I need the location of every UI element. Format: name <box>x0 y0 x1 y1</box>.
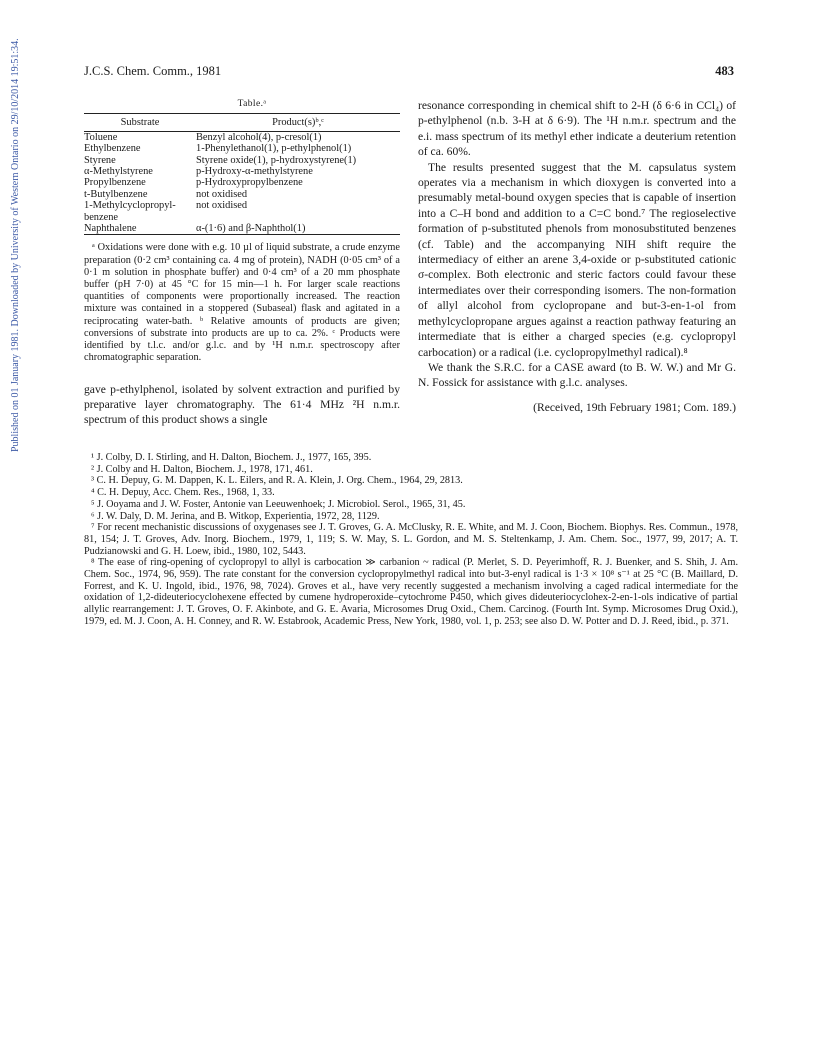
reference-item: ⁶ J. W. Daly, D. M. Jerina, and B. Witkop, Experientia, 1972, 28, 1129. <box>91 510 380 522</box>
substrate-cell: α-Methylstyrene <box>84 166 153 178</box>
body-paragraph-left: gave p-ethylphenol, isolated by solvent extraction and purified by preparative layer chromatography. The 61·4 MHz ²H n.m.r. spectrum of this product shows a single <box>84 382 400 427</box>
substrate-cell: Ethylbenzene <box>84 143 141 155</box>
product-cell: Benzyl alcohol(4), p-cresol(1) <box>196 131 322 143</box>
column-header-substrate: Substrate <box>84 114 196 131</box>
table-row <box>84 166 400 177</box>
body-paragraph: The results presented suggest that the M. capsulatus system operates via a mechanism in which dioxygen is converted into a presumably metal-bound oxygen species that is capable of insertion into a C–H bond and addition to a C=C bond.⁷ The regioselective formation of p-substituted phenols from monosubstituted benzenes (cf. Table) and the accompanying NIH shift require the intermediacy of either an arene 3,4-oxide or p-substituted cationic σ-complex. Both electronic and steric factors could favour these intermediates over their corresponding isomers. The non-formation of allyl alcohol from cyclopropane and but-3-en-1-ol from methylcyclopropane argues against a reaction pathway featuring an intermediate that is either a charged species (e.g. cyclopropyl carbocation) or a radical (i.e. cyclopropylmethyl radical).⁸ <box>418 160 736 359</box>
product-cell: α-(1·6) and β-Naphthol(1) <box>196 223 306 235</box>
results-table <box>84 113 400 235</box>
table-header-row <box>84 114 400 131</box>
product-cell: not oxidised <box>196 188 248 200</box>
product-cell: not oxidised <box>196 200 248 212</box>
table-title: Table.ᵃ <box>237 99 267 109</box>
substrate-cell: Naphthalene <box>84 223 137 235</box>
reference-item: ³ C. H. Depuy, G. M. Dappen, K. L. Eilers, and R. A. Klein, J. Org. Chem., 1964, 29, 2813. <box>91 475 463 487</box>
table-row <box>84 200 400 223</box>
table-row <box>84 189 400 200</box>
reference-item: ¹ J. Colby, D. I. Stirling, and H. Dalton, Biochem. J., 1977, 165, 395. <box>91 452 372 463</box>
reference-item: ⁵ J. Ooyama and J. W. Foster, Antonie van Leeuwenhoek; J. Microbiol. Serol., 1965, 31, 45. <box>91 498 466 510</box>
reference-item: ⁷ For recent mechanistic discussions of oxygenases see J. T. Groves, G. A. McClusky, R. E. White, and M. J. Coon, Biochem. Biophys. Res. Commun., 1978, 81, 154; J. T. Groves, Adv. Inorg. Biochem., 1979, 1, 119; S. W. May, S. L. Gordon, and M. S. Steltenkamp, J. Am. Chem. Soc., 1977, 99, 2017; A. T. Pudzianowski and G. H. Loew, ibid., 1980, 102, 5443. <box>84 522 738 557</box>
product-cell: p-Hydroxy-α-methylstyrene <box>196 166 313 178</box>
page-number: 483 <box>715 64 734 78</box>
journal-citation: J.C.S. Chem. Comm., 1981 <box>84 64 222 78</box>
table-row <box>84 223 400 235</box>
substrate-cell: t-Butylbenzene <box>84 188 148 200</box>
product-cell: 1-Phenylethanol(1), p-ethylphenol(1) <box>196 143 352 155</box>
table-row <box>84 177 400 188</box>
left-column <box>84 98 400 439</box>
column-header-products: Product(s)ᵇ,ᶜ <box>196 114 400 131</box>
right-column <box>418 98 736 415</box>
download-watermark: Published on 01 January 1981. Downloaded by University of Western Ontario on 29/10/2014 19:51:34. <box>10 38 21 452</box>
substrate-cell: Toluene <box>84 131 118 143</box>
table-footnote: ᵃ Oxidations were done with e.g. 10 µl of liquid substrate, a crude enzyme preparation (0·2 cm³ containing ca. 4 mg of protein), NADH (0·05 cm³ of a 0·1 m solution in phosphate buffer) and 0·4 cm³ of a 20 mm phosphate buffer (pH 7·0) at 45 °C for 15 min—1 h. For larger scale reactions quantities of components were proportionally increased. The reaction mixture was contained in a stoppered (Subaseal) flask and agitated in a reciprocating water-bath. ᵇ Relative amounts of products are given; conversions of substrate into products are up to ca. 2%. ᶜ Products were identified by t.l.c. and/or g.l.c. and by ¹H n.m.r. spectroscopy after chromatographic separation. <box>84 242 400 364</box>
reference-item: ⁸ The ease of ring-opening of cyclopropyl to allyl is carbocation ≫ carbanion ~ radical (P. Merlet, S. D. Peyerimhoff, R. J. Buenker, and S. Shih, J. Am. Chem. Soc., 1974, 96, 959). The rate constant for the conversion cyclopropylmethyl radical into but-3-enyl radical is 1·3 × 10⁸ s⁻¹ at 25 °C (B. Maillard, D. Forrest, and K. U. Ingold, ibid., 1976, 98, 7024). Groves et al., have very recently suggested a mechanism involving a caged radical intermediate for the oxidation of 1,2-dideuteriocyclohexene effected by cumene hydroperoxide–cytochrome P450, which gives dideuteriocyclohex-2-en-1-ols indicative of partial allylic rearrangement: J. T. Groves, O. F. Akinbote, and G. E. Avaria, Microsomes Drug Oxid., Chem. Carcinog. (Fourth Int. Symp. Microsomes Drug Oxid.), 1979, ed. M. J. Coon, A. H. Conney, and R. W. Estabrook, Academic Press, New York, 1980, vol. 1, p. 253; see also D. W. Potter and D. J. Reed, ibid., p. 371. <box>84 557 738 627</box>
table-row <box>84 155 400 166</box>
reference-item: ² J. Colby and H. Dalton, Biochem. J., 1978, 171, 461. <box>91 463 313 475</box>
received-date: (Received, 19th February 1981; Com. 189.) <box>533 400 736 414</box>
product-cell: Styrene oxide(1), p-hydroxystyrene(1) <box>196 154 357 166</box>
table-row <box>84 131 400 143</box>
references-list <box>84 452 738 628</box>
reference-item: ⁴ C. H. Depuy, Acc. Chem. Res., 1968, 1, 33. <box>91 487 275 499</box>
body-paragraph: resonance corresponding in chemical shift to 2-H (δ 6·6 in CCl₄) of p-ethylphenol (n.b. 3-H at δ 6·9). The ¹H n.m.r. spectrum and the e.i. mass spectrum of its methyl ether indicate a deuterium retention of ca. 60%. <box>418 99 736 159</box>
page-header <box>84 64 734 80</box>
table-row <box>84 143 400 154</box>
substrate-cell: Propylbenzene <box>84 177 146 189</box>
acknowledgement-paragraph: We thank the S.R.C. for a CASE award (to B. W. W.) and Mr G. N. Fossick for assistance with g.l.c. analyses. <box>418 360 736 390</box>
substrate-cell: 1-Methylcyclopropyl- benzene <box>84 200 181 223</box>
substrate-cell: Styrene <box>84 154 116 166</box>
product-cell: p-Hydroxypropylbenzene <box>196 177 303 189</box>
